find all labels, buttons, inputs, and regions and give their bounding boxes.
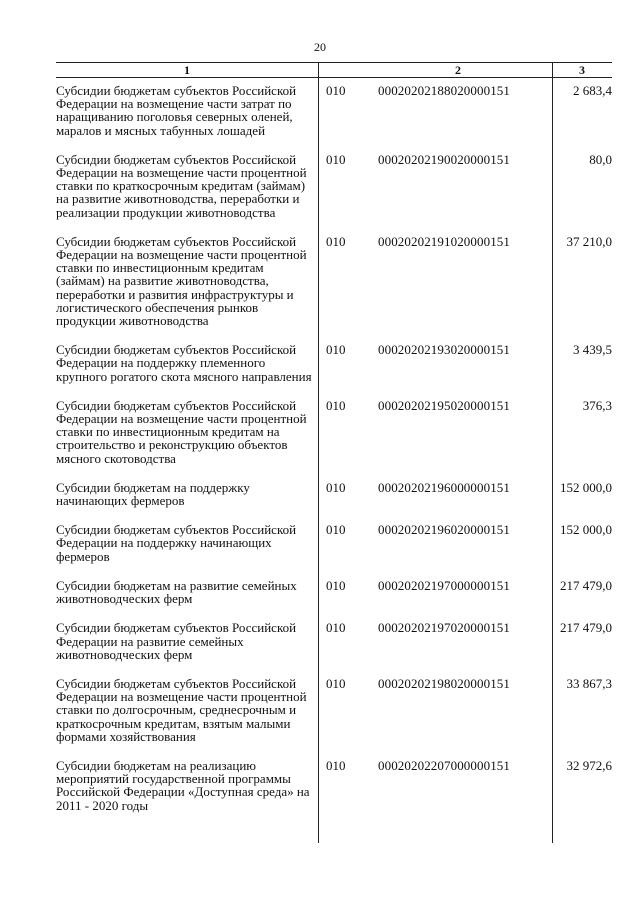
table-row bbox=[56, 677, 612, 743]
table-row bbox=[56, 621, 612, 661]
page-number: 20 bbox=[314, 40, 326, 54]
row-kbk: 00020202197000000151 bbox=[378, 577, 510, 593]
row-code: 010 bbox=[326, 151, 346, 167]
row-kbk: 00020202198020000151 bbox=[378, 675, 510, 691]
table-row bbox=[56, 579, 612, 605]
row-amount: 217 479,0 bbox=[560, 577, 612, 593]
table-header bbox=[56, 62, 612, 78]
table-row bbox=[56, 759, 612, 812]
table-row bbox=[56, 523, 612, 563]
row-amount: 80,0 bbox=[589, 151, 612, 167]
row-kbk: 00020202197020000151 bbox=[378, 620, 510, 636]
table-row bbox=[56, 153, 612, 219]
row-amount: 32 972,6 bbox=[566, 757, 612, 773]
row-name: Субсидии бюджетам на реализацию мероприятий государственной программы Российской Федерации «Доступная среда» на 2011 - 2020 годы bbox=[56, 757, 310, 813]
header-col-2: 2 bbox=[455, 63, 461, 77]
row-name: Субсидии бюджетам субъектов Российской Федерации на возмещение части процентной ставки по долгосрочным, среднесрочным и краткосрочным кредитам, взятым малыми формами хозяйствования bbox=[56, 675, 307, 744]
row-name: Субсидии бюджетам субъектов Российской Федерации на поддержку начинающих фермеров bbox=[56, 522, 297, 564]
row-kbk: 00020202196020000151 bbox=[378, 522, 510, 538]
row-name: Субсидии бюджетам субъектов Российской Федерации на возмещение части затрат по наращиванию поголовья северных оленей, маралов и мясных табунных лошадей bbox=[56, 83, 297, 138]
row-kbk: 00020202191020000151 bbox=[378, 233, 510, 249]
row-kbk: 00020202193020000151 bbox=[378, 342, 510, 358]
row-amount: 2 683,4 bbox=[573, 83, 612, 98]
row-code: 010 bbox=[326, 233, 346, 249]
row-amount: 33 867,3 bbox=[566, 675, 612, 691]
row-name: Субсидии бюджетам субъектов Российской Федерации на возмещение части процентной ставки по инвестиционным кредитам (займам) на развитие животноводства, переработки и развития инфраструктуры и логистического обеспечения рынков продукции животноводства bbox=[56, 233, 307, 329]
row-code: 010 bbox=[326, 577, 346, 593]
row-code: 010 bbox=[326, 757, 346, 773]
row-amount: 152 000,0 bbox=[560, 479, 612, 495]
table-row bbox=[56, 399, 612, 465]
row-code: 010 bbox=[326, 522, 346, 538]
row-kbk: 00020202196000000151 bbox=[378, 479, 510, 495]
row-kbk: 00020202190020000151 bbox=[378, 151, 510, 167]
row-amount: 152 000,0 bbox=[560, 522, 612, 538]
row-kbk: 00020202188020000151 bbox=[378, 83, 510, 98]
row-code: 010 bbox=[326, 342, 346, 358]
table-row bbox=[56, 481, 612, 507]
row-name: Субсидии бюджетам на развитие семейных животноводческих ферм bbox=[56, 577, 297, 607]
row-code: 010 bbox=[326, 620, 346, 636]
row-amount: 37 210,0 bbox=[566, 233, 612, 249]
row-name: Субсидии бюджетам субъектов Российской Федерации на возмещение части процентной ставки по краткосрочным кредитам (займам) на развитие животноводства, переработки и реализации продукции животноводства bbox=[56, 151, 307, 220]
row-kbk: 00020202195020000151 bbox=[378, 397, 510, 413]
row-name: Субсидии бюджетам субъектов Российской Федерации на поддержку племенного крупного рогатого скота мясного направления bbox=[56, 342, 312, 384]
table-row bbox=[56, 84, 612, 137]
row-name: Субсидии бюджетам на поддержку начинающих фермеров bbox=[56, 479, 250, 509]
row-amount: 217 479,0 bbox=[560, 620, 612, 636]
row-amount: 376,3 bbox=[582, 397, 612, 413]
row-kbk: 00020202207000000151 bbox=[378, 757, 510, 773]
table-row bbox=[56, 343, 612, 383]
header-col-1: 1 bbox=[184, 63, 190, 77]
row-amount: 3 439,5 bbox=[573, 342, 612, 358]
row-name: Субсидии бюджетам субъектов Российской Федерации на развитие семейных животноводческих ферм bbox=[56, 620, 297, 662]
row-code: 010 bbox=[326, 397, 346, 413]
row-code: 010 bbox=[326, 83, 346, 98]
header-col-3: 3 bbox=[579, 63, 585, 77]
table-row bbox=[56, 235, 612, 327]
row-code: 010 bbox=[326, 479, 346, 495]
row-name: Субсидии бюджетам субъектов Российской Федерации на возмещение части процентной ставки по инвестиционным кредитам на строительство и реконструкцию объектов мясного скотоводства bbox=[56, 397, 307, 466]
row-code: 010 bbox=[326, 675, 346, 691]
budget-table bbox=[56, 62, 612, 812]
